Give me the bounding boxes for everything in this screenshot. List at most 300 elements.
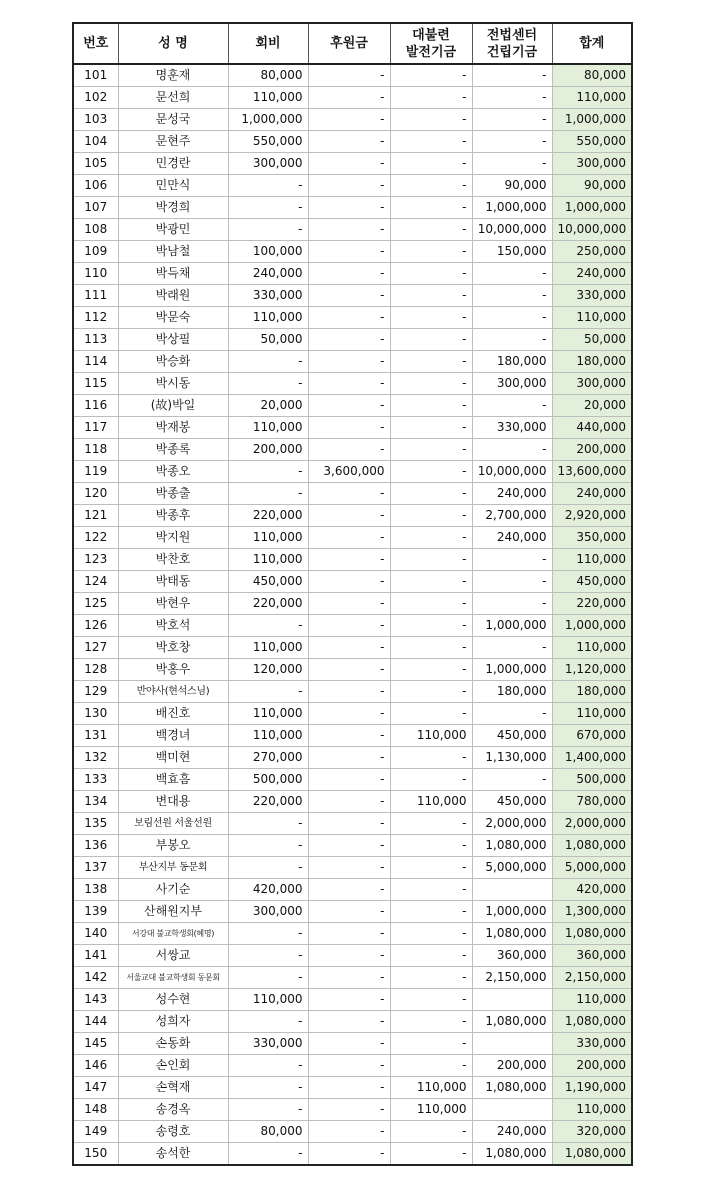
cell-fee[interactable]: 110,000 xyxy=(228,527,308,549)
cell-sponsorship[interactable]: - xyxy=(308,615,390,637)
cell-number[interactable]: 144 xyxy=(73,1011,118,1033)
cell-fee[interactable]: 550,000 xyxy=(228,131,308,153)
cell-fee[interactable]: 50,000 xyxy=(228,329,308,351)
cell-name[interactable]: 백경녀 xyxy=(118,725,228,747)
cell-fee[interactable]: - xyxy=(228,373,308,395)
cell-sponsorship[interactable]: - xyxy=(308,373,390,395)
cell-center-fund[interactable]: - xyxy=(472,87,552,109)
cell-development-fund[interactable]: - xyxy=(390,439,472,461)
cell-sponsorship[interactable]: - xyxy=(308,64,390,87)
cell-number[interactable]: 107 xyxy=(73,197,118,219)
cell-development-fund[interactable]: - xyxy=(390,1033,472,1055)
cell-fee[interactable]: 240,000 xyxy=(228,263,308,285)
cell-fee[interactable]: 110,000 xyxy=(228,549,308,571)
cell-name[interactable]: 박승화 xyxy=(118,351,228,373)
cell-sponsorship[interactable]: - xyxy=(308,923,390,945)
cell-number[interactable]: 117 xyxy=(73,417,118,439)
cell-development-fund[interactable]: - xyxy=(390,901,472,923)
cell-development-fund[interactable]: - xyxy=(390,989,472,1011)
cell-development-fund[interactable]: - xyxy=(390,593,472,615)
cell-total[interactable]: 330,000 xyxy=(552,1033,632,1055)
cell-number[interactable]: 126 xyxy=(73,615,118,637)
cell-total[interactable]: 550,000 xyxy=(552,131,632,153)
cell-sponsorship[interactable]: - xyxy=(308,131,390,153)
cell-center-fund[interactable]: - xyxy=(472,307,552,329)
cell-center-fund[interactable] xyxy=(472,989,552,1011)
cell-center-fund[interactable]: - xyxy=(472,329,552,351)
cell-total[interactable]: 1,000,000 xyxy=(552,197,632,219)
cell-fee[interactable]: - xyxy=(228,681,308,703)
cell-development-fund[interactable]: - xyxy=(390,879,472,901)
cell-center-fund[interactable]: 1,130,000 xyxy=(472,747,552,769)
cell-total[interactable]: 420,000 xyxy=(552,879,632,901)
cell-center-fund[interactable]: 2,000,000 xyxy=(472,813,552,835)
cell-number[interactable]: 123 xyxy=(73,549,118,571)
cell-development-fund[interactable]: - xyxy=(390,747,472,769)
cell-number[interactable]: 130 xyxy=(73,703,118,725)
cell-number[interactable]: 116 xyxy=(73,395,118,417)
cell-development-fund[interactable]: - xyxy=(390,615,472,637)
cell-development-fund[interactable]: - xyxy=(390,175,472,197)
cell-fee[interactable]: 220,000 xyxy=(228,593,308,615)
cell-number[interactable]: 124 xyxy=(73,571,118,593)
cell-center-fund[interactable] xyxy=(472,1099,552,1121)
cell-development-fund[interactable]: - xyxy=(390,549,472,571)
cell-sponsorship[interactable]: - xyxy=(308,351,390,373)
cell-number[interactable]: 111 xyxy=(73,285,118,307)
cell-number[interactable]: 121 xyxy=(73,505,118,527)
cell-name[interactable]: 박종출 xyxy=(118,483,228,505)
cell-total[interactable]: 450,000 xyxy=(552,571,632,593)
cell-total[interactable]: 220,000 xyxy=(552,593,632,615)
cell-center-fund[interactable]: 1,080,000 xyxy=(472,1011,552,1033)
cell-total[interactable]: 13,600,000 xyxy=(552,461,632,483)
cell-number[interactable]: 142 xyxy=(73,967,118,989)
cell-fee[interactable]: - xyxy=(228,1099,308,1121)
cell-sponsorship[interactable]: - xyxy=(308,87,390,109)
cell-total[interactable]: 300,000 xyxy=(552,373,632,395)
cell-development-fund[interactable]: - xyxy=(390,1011,472,1033)
cell-development-fund[interactable]: - xyxy=(390,1055,472,1077)
cell-fee[interactable]: - xyxy=(228,197,308,219)
cell-sponsorship[interactable]: - xyxy=(308,967,390,989)
cell-sponsorship[interactable]: - xyxy=(308,703,390,725)
cell-total[interactable]: 10,000,000 xyxy=(552,219,632,241)
cell-sponsorship[interactable]: - xyxy=(308,813,390,835)
cell-sponsorship[interactable]: - xyxy=(308,1121,390,1143)
cell-number[interactable]: 148 xyxy=(73,1099,118,1121)
cell-name[interactable]: 문선희 xyxy=(118,87,228,109)
cell-number[interactable]: 127 xyxy=(73,637,118,659)
cell-name[interactable]: 박재봉 xyxy=(118,417,228,439)
cell-development-fund[interactable]: - xyxy=(390,87,472,109)
cell-total[interactable]: 240,000 xyxy=(552,263,632,285)
cell-center-fund[interactable]: 10,000,000 xyxy=(472,219,552,241)
cell-fee[interactable]: - xyxy=(228,923,308,945)
cell-fee[interactable]: 80,000 xyxy=(228,64,308,87)
cell-fee[interactable]: - xyxy=(228,1143,308,1166)
cell-number[interactable]: 140 xyxy=(73,923,118,945)
cell-sponsorship[interactable]: - xyxy=(308,1143,390,1166)
cell-fee[interactable]: 330,000 xyxy=(228,1033,308,1055)
cell-development-fund[interactable]: - xyxy=(390,527,472,549)
cell-name[interactable]: 사기순 xyxy=(118,879,228,901)
cell-development-fund[interactable]: - xyxy=(390,857,472,879)
cell-fee[interactable]: 20,000 xyxy=(228,395,308,417)
cell-fee[interactable]: 110,000 xyxy=(228,725,308,747)
cell-development-fund[interactable]: - xyxy=(390,945,472,967)
cell-name[interactable]: 박래원 xyxy=(118,285,228,307)
cell-name[interactable]: 문성국 xyxy=(118,109,228,131)
cell-fee[interactable]: - xyxy=(228,813,308,835)
cell-number[interactable]: 141 xyxy=(73,945,118,967)
cell-total[interactable]: 500,000 xyxy=(552,769,632,791)
cell-development-fund[interactable]: - xyxy=(390,483,472,505)
cell-development-fund[interactable]: - xyxy=(390,351,472,373)
cell-center-fund[interactable]: 240,000 xyxy=(472,483,552,505)
header-fee[interactable]: 회비 xyxy=(228,23,308,64)
cell-total[interactable]: 110,000 xyxy=(552,549,632,571)
cell-development-fund[interactable]: - xyxy=(390,307,472,329)
cell-number[interactable]: 122 xyxy=(73,527,118,549)
cell-center-fund[interactable]: - xyxy=(472,109,552,131)
cell-fee[interactable]: 120,000 xyxy=(228,659,308,681)
cell-fee[interactable]: - xyxy=(228,945,308,967)
cell-development-fund[interactable]: - xyxy=(390,109,472,131)
cell-fee[interactable]: - xyxy=(228,615,308,637)
cell-name[interactable]: 부산지부 동문회 xyxy=(118,857,228,879)
cell-name[interactable]: 박시동 xyxy=(118,373,228,395)
cell-center-fund[interactable]: 180,000 xyxy=(472,681,552,703)
cell-sponsorship[interactable]: - xyxy=(308,857,390,879)
cell-development-fund[interactable]: - xyxy=(390,1121,472,1143)
cell-sponsorship[interactable]: - xyxy=(308,241,390,263)
cell-name[interactable]: 문현주 xyxy=(118,131,228,153)
cell-center-fund[interactable]: 180,000 xyxy=(472,351,552,373)
cell-center-fund[interactable]: 450,000 xyxy=(472,725,552,747)
cell-sponsorship[interactable]: - xyxy=(308,989,390,1011)
cell-number[interactable]: 102 xyxy=(73,87,118,109)
cell-total[interactable]: 1,000,000 xyxy=(552,109,632,131)
cell-number[interactable]: 139 xyxy=(73,901,118,923)
cell-development-fund[interactable]: - xyxy=(390,373,472,395)
cell-number[interactable]: 104 xyxy=(73,131,118,153)
cell-fee[interactable]: 500,000 xyxy=(228,769,308,791)
cell-name[interactable]: 반야사(현석스님) xyxy=(118,681,228,703)
cell-name[interactable]: 민경란 xyxy=(118,153,228,175)
cell-center-fund[interactable]: 1,080,000 xyxy=(472,1143,552,1166)
cell-center-fund[interactable]: 1,080,000 xyxy=(472,1077,552,1099)
cell-sponsorship[interactable]: - xyxy=(308,791,390,813)
cell-fee[interactable]: - xyxy=(228,461,308,483)
cell-development-fund[interactable]: - xyxy=(390,813,472,835)
cell-sponsorship[interactable]: - xyxy=(308,307,390,329)
cell-name[interactable]: 손혁재 xyxy=(118,1077,228,1099)
cell-fee[interactable]: - xyxy=(228,483,308,505)
cell-sponsorship[interactable]: - xyxy=(308,901,390,923)
cell-total[interactable]: 180,000 xyxy=(552,681,632,703)
cell-name[interactable]: 박현우 xyxy=(118,593,228,615)
cell-development-fund[interactable]: - xyxy=(390,505,472,527)
cell-fee[interactable]: - xyxy=(228,1055,308,1077)
cell-number[interactable]: 145 xyxy=(73,1033,118,1055)
cell-name[interactable]: 보림선원 서울선원 xyxy=(118,813,228,835)
cell-total[interactable]: 200,000 xyxy=(552,1055,632,1077)
cell-fee[interactable]: - xyxy=(228,967,308,989)
cell-sponsorship[interactable]: - xyxy=(308,219,390,241)
cell-sponsorship[interactable]: - xyxy=(308,659,390,681)
cell-center-fund[interactable]: 5,000,000 xyxy=(472,857,552,879)
cell-fee[interactable]: - xyxy=(228,219,308,241)
cell-development-fund[interactable]: - xyxy=(390,461,472,483)
cell-sponsorship[interactable]: - xyxy=(308,1011,390,1033)
cell-fee[interactable]: 110,000 xyxy=(228,417,308,439)
cell-sponsorship[interactable]: - xyxy=(308,571,390,593)
cell-total[interactable]: 330,000 xyxy=(552,285,632,307)
cell-development-fund[interactable]: - xyxy=(390,659,472,681)
cell-fee[interactable]: 450,000 xyxy=(228,571,308,593)
cell-total[interactable]: 2,920,000 xyxy=(552,505,632,527)
cell-development-fund[interactable]: - xyxy=(390,395,472,417)
cell-sponsorship[interactable]: - xyxy=(308,329,390,351)
cell-center-fund[interactable]: - xyxy=(472,769,552,791)
cell-total[interactable]: 110,000 xyxy=(552,637,632,659)
cell-fee[interactable]: - xyxy=(228,835,308,857)
cell-number[interactable]: 128 xyxy=(73,659,118,681)
cell-development-fund[interactable]: - xyxy=(390,131,472,153)
cell-center-fund[interactable]: 90,000 xyxy=(472,175,552,197)
cell-total[interactable]: 1,400,000 xyxy=(552,747,632,769)
cell-total[interactable]: 2,000,000 xyxy=(552,813,632,835)
cell-total[interactable]: 250,000 xyxy=(552,241,632,263)
cell-number[interactable]: 149 xyxy=(73,1121,118,1143)
cell-development-fund[interactable]: - xyxy=(390,769,472,791)
cell-development-fund[interactable]: 110,000 xyxy=(390,725,472,747)
cell-center-fund[interactable]: - xyxy=(472,131,552,153)
cell-center-fund[interactable]: - xyxy=(472,593,552,615)
cell-total[interactable]: 80,000 xyxy=(552,64,632,87)
cell-name[interactable]: 송경옥 xyxy=(118,1099,228,1121)
cell-sponsorship[interactable]: - xyxy=(308,175,390,197)
cell-development-fund[interactable]: - xyxy=(390,637,472,659)
cell-total[interactable]: 110,000 xyxy=(552,307,632,329)
cell-sponsorship[interactable]: - xyxy=(308,263,390,285)
cell-fee[interactable]: 200,000 xyxy=(228,439,308,461)
cell-center-fund[interactable]: - xyxy=(472,153,552,175)
cell-development-fund[interactable]: - xyxy=(390,835,472,857)
cell-total[interactable]: 440,000 xyxy=(552,417,632,439)
cell-number[interactable]: 112 xyxy=(73,307,118,329)
cell-name[interactable]: 박상필 xyxy=(118,329,228,351)
cell-sponsorship[interactable]: - xyxy=(308,197,390,219)
cell-name[interactable]: (故)박일 xyxy=(118,395,228,417)
cell-name[interactable]: 성수현 xyxy=(118,989,228,1011)
cell-fee[interactable]: 110,000 xyxy=(228,703,308,725)
cell-total[interactable]: 180,000 xyxy=(552,351,632,373)
cell-number[interactable]: 120 xyxy=(73,483,118,505)
cell-number[interactable]: 150 xyxy=(73,1143,118,1166)
cell-number[interactable]: 106 xyxy=(73,175,118,197)
cell-sponsorship[interactable]: - xyxy=(308,1077,390,1099)
cell-name[interactable]: 박지원 xyxy=(118,527,228,549)
cell-sponsorship[interactable]: - xyxy=(308,527,390,549)
cell-total[interactable]: 1,080,000 xyxy=(552,923,632,945)
cell-center-fund[interactable]: 200,000 xyxy=(472,1055,552,1077)
cell-total[interactable]: 670,000 xyxy=(552,725,632,747)
cell-name[interactable]: 박광민 xyxy=(118,219,228,241)
cell-center-fund[interactable]: 10,000,000 xyxy=(472,461,552,483)
cell-name[interactable]: 송석한 xyxy=(118,1143,228,1166)
cell-total[interactable]: 200,000 xyxy=(552,439,632,461)
cell-number[interactable]: 113 xyxy=(73,329,118,351)
cell-name[interactable]: 박경희 xyxy=(118,197,228,219)
cell-sponsorship[interactable]: - xyxy=(308,593,390,615)
cell-total[interactable]: 1,080,000 xyxy=(552,1143,632,1166)
cell-number[interactable]: 135 xyxy=(73,813,118,835)
cell-sponsorship[interactable]: - xyxy=(308,153,390,175)
cell-number[interactable]: 129 xyxy=(73,681,118,703)
cell-development-fund[interactable]: - xyxy=(390,219,472,241)
header-total[interactable]: 합계 xyxy=(552,23,632,64)
header-number[interactable]: 번호 xyxy=(73,23,118,64)
header-name[interactable]: 성 명 xyxy=(118,23,228,64)
cell-name[interactable]: 박남철 xyxy=(118,241,228,263)
cell-sponsorship[interactable]: - xyxy=(308,1033,390,1055)
cell-sponsorship[interactable]: - xyxy=(308,725,390,747)
cell-number[interactable]: 114 xyxy=(73,351,118,373)
cell-center-fund[interactable]: - xyxy=(472,549,552,571)
cell-number[interactable]: 119 xyxy=(73,461,118,483)
cell-name[interactable]: 손인회 xyxy=(118,1055,228,1077)
cell-number[interactable]: 109 xyxy=(73,241,118,263)
cell-sponsorship[interactable]: - xyxy=(308,879,390,901)
cell-number[interactable]: 125 xyxy=(73,593,118,615)
cell-name[interactable]: 배진호 xyxy=(118,703,228,725)
cell-fee[interactable]: 110,000 xyxy=(228,637,308,659)
cell-development-fund[interactable]: 110,000 xyxy=(390,1099,472,1121)
cell-name[interactable]: 명훈재 xyxy=(118,64,228,87)
cell-total[interactable]: 780,000 xyxy=(552,791,632,813)
cell-fee[interactable]: 330,000 xyxy=(228,285,308,307)
cell-number[interactable]: 133 xyxy=(73,769,118,791)
cell-number[interactable]: 115 xyxy=(73,373,118,395)
cell-number[interactable]: 131 xyxy=(73,725,118,747)
cell-development-fund[interactable]: - xyxy=(390,285,472,307)
cell-number[interactable]: 132 xyxy=(73,747,118,769)
cell-name[interactable]: 박찬호 xyxy=(118,549,228,571)
cell-center-fund[interactable]: 330,000 xyxy=(472,417,552,439)
cell-total[interactable]: 360,000 xyxy=(552,945,632,967)
cell-name[interactable]: 박득채 xyxy=(118,263,228,285)
cell-number[interactable]: 147 xyxy=(73,1077,118,1099)
cell-total[interactable]: 110,000 xyxy=(552,703,632,725)
cell-center-fund[interactable]: - xyxy=(472,439,552,461)
cell-development-fund[interactable]: 110,000 xyxy=(390,791,472,813)
cell-sponsorship[interactable]: 3,600,000 xyxy=(308,461,390,483)
cell-center-fund[interactable]: 360,000 xyxy=(472,945,552,967)
cell-number[interactable]: 105 xyxy=(73,153,118,175)
cell-center-fund[interactable]: 150,000 xyxy=(472,241,552,263)
cell-number[interactable]: 138 xyxy=(73,879,118,901)
cell-total[interactable]: 110,000 xyxy=(552,1099,632,1121)
cell-sponsorship[interactable]: - xyxy=(308,1099,390,1121)
header-center-fund[interactable] xyxy=(472,23,552,64)
cell-total[interactable]: 1,000,000 xyxy=(552,615,632,637)
cell-sponsorship[interactable]: - xyxy=(308,1055,390,1077)
cell-number[interactable]: 118 xyxy=(73,439,118,461)
cell-total[interactable]: 1,120,000 xyxy=(552,659,632,681)
cell-name[interactable]: 백효흠 xyxy=(118,769,228,791)
cell-total[interactable]: 20,000 xyxy=(552,395,632,417)
cell-development-fund[interactable]: - xyxy=(390,571,472,593)
cell-number[interactable]: 108 xyxy=(73,219,118,241)
cell-total[interactable]: 1,080,000 xyxy=(552,1011,632,1033)
cell-name[interactable]: 박종오 xyxy=(118,461,228,483)
cell-name[interactable]: 백미현 xyxy=(118,747,228,769)
cell-fee[interactable]: 420,000 xyxy=(228,879,308,901)
cell-development-fund[interactable]: - xyxy=(390,241,472,263)
cell-center-fund[interactable]: 1,000,000 xyxy=(472,197,552,219)
cell-center-fund[interactable] xyxy=(472,879,552,901)
cell-total[interactable]: 300,000 xyxy=(552,153,632,175)
cell-fee[interactable]: 110,000 xyxy=(228,989,308,1011)
cell-development-fund[interactable]: - xyxy=(390,681,472,703)
cell-number[interactable]: 110 xyxy=(73,263,118,285)
cell-sponsorship[interactable]: - xyxy=(308,769,390,791)
cell-fee[interactable]: - xyxy=(228,175,308,197)
cell-sponsorship[interactable]: - xyxy=(308,681,390,703)
cell-development-fund[interactable]: - xyxy=(390,703,472,725)
cell-total[interactable]: 350,000 xyxy=(552,527,632,549)
cell-fee[interactable]: 100,000 xyxy=(228,241,308,263)
cell-total[interactable]: 90,000 xyxy=(552,175,632,197)
cell-sponsorship[interactable]: - xyxy=(308,395,390,417)
cell-name[interactable]: 손동화 xyxy=(118,1033,228,1055)
cell-number[interactable]: 103 xyxy=(73,109,118,131)
cell-fee[interactable]: 300,000 xyxy=(228,901,308,923)
cell-development-fund[interactable]: - xyxy=(390,923,472,945)
cell-center-fund[interactable]: 450,000 xyxy=(472,791,552,813)
cell-name[interactable]: 서울교대 불교학생회 동문회 xyxy=(118,967,228,989)
cell-development-fund[interactable]: - xyxy=(390,967,472,989)
cell-name[interactable]: 부봉오 xyxy=(118,835,228,857)
cell-name[interactable]: 박호석 xyxy=(118,615,228,637)
cell-center-fund[interactable] xyxy=(472,1033,552,1055)
cell-total[interactable]: 1,080,000 xyxy=(552,835,632,857)
cell-fee[interactable]: - xyxy=(228,351,308,373)
cell-sponsorship[interactable]: - xyxy=(308,945,390,967)
cell-name[interactable]: 박종후 xyxy=(118,505,228,527)
cell-center-fund[interactable]: 300,000 xyxy=(472,373,552,395)
cell-fee[interactable]: - xyxy=(228,1077,308,1099)
cell-fee[interactable]: 220,000 xyxy=(228,791,308,813)
cell-sponsorship[interactable]: - xyxy=(308,505,390,527)
cell-name[interactable]: 서쌍교 xyxy=(118,945,228,967)
cell-total[interactable]: 5,000,000 xyxy=(552,857,632,879)
cell-total[interactable]: 110,000 xyxy=(552,87,632,109)
cell-name[interactable]: 민만식 xyxy=(118,175,228,197)
cell-sponsorship[interactable]: - xyxy=(308,747,390,769)
cell-sponsorship[interactable]: - xyxy=(308,637,390,659)
cell-development-fund[interactable]: - xyxy=(390,153,472,175)
cell-number[interactable]: 101 xyxy=(73,64,118,87)
cell-center-fund[interactable]: 2,150,000 xyxy=(472,967,552,989)
cell-center-fund[interactable]: - xyxy=(472,263,552,285)
cell-center-fund[interactable]: - xyxy=(472,703,552,725)
cell-fee[interactable]: 110,000 xyxy=(228,307,308,329)
cell-name[interactable]: 박종록 xyxy=(118,439,228,461)
cell-name[interactable]: 송령호 xyxy=(118,1121,228,1143)
